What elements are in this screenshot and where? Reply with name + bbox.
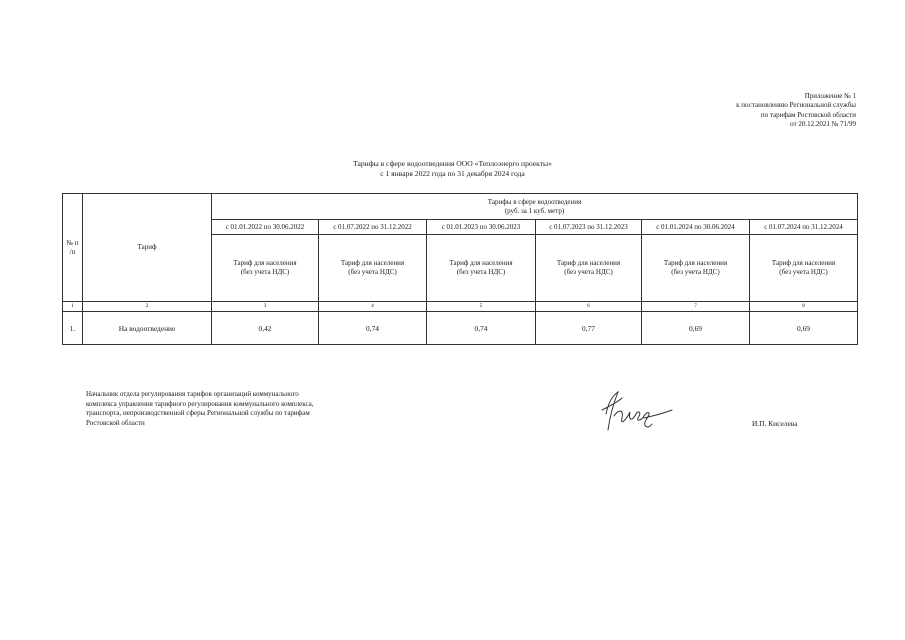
tariff-desc-line: Тариф для населения	[449, 259, 513, 267]
group-header	[212, 194, 858, 220]
position-line: Ростовской области	[86, 418, 145, 427]
tariff-desc-cell	[642, 235, 750, 302]
tariff-desc-line: Тариф для населения	[556, 259, 621, 267]
document-title	[0, 159, 905, 179]
tariff-desc-cell	[427, 235, 536, 302]
group-header-line-2: (руб. за 1 куб. метр)	[504, 206, 565, 215]
period-header: с 01.01.2022 по 30.06.2022	[212, 220, 319, 235]
tariff-table	[62, 193, 858, 345]
tariff-desc-cell	[536, 235, 642, 302]
tariff-value: 0,77	[536, 312, 642, 345]
tariff-desc-note: (без учета НДС)	[564, 268, 613, 276]
tariff-desc-line: Тариф для населения	[663, 259, 728, 267]
column-number-row	[63, 302, 858, 312]
appendix-note	[636, 92, 856, 130]
signer-name: И.П. Киселева	[752, 419, 798, 428]
appendix-line: Приложение № 1	[804, 92, 856, 100]
row-name: На водоотведение	[83, 312, 212, 345]
col-tariff-label: Тариф	[137, 243, 157, 251]
period-header: с 01.07.2022 по 31.12.2022	[319, 220, 427, 235]
tariff-value: 0,42	[212, 312, 319, 345]
tariff-desc-note: (без учета НДС)	[671, 268, 720, 276]
col-tariff-header	[83, 194, 212, 302]
title-line-2: с 1 января 2022 года по 31 декабря 2024 года	[380, 169, 525, 178]
tariff-desc-note: (без учета НДС)	[456, 268, 506, 276]
period-header: с 01.01.2024 по 30.06.2024	[642, 220, 750, 235]
group-header-line-1: Тарифы в сфере водоотведения	[487, 197, 582, 206]
period-header: с 01.01.2023 по 30.06.2023	[427, 220, 536, 235]
column-number: 3	[212, 302, 319, 312]
position-line: комплекса управления тарифного регулирования коммунального комплекса,	[86, 399, 314, 408]
tariff-value: 0,69	[642, 312, 750, 345]
table-header-row	[63, 194, 858, 220]
tariff-desc-cell	[212, 235, 319, 302]
tariff-desc-note: (без учета НДС)	[348, 268, 397, 276]
signer-position	[86, 390, 386, 428]
period-header: с 01.07.2024 по 31.12.2024	[750, 220, 858, 235]
column-number: 8	[750, 302, 858, 312]
tariff-desc-cell	[319, 235, 427, 302]
col-num-label: № п /п	[66, 238, 79, 256]
col-num-header	[63, 194, 83, 302]
tariff-desc-line: Тариф для населения	[771, 259, 836, 267]
row-num: 1.	[63, 312, 83, 345]
title-line-1: Тарифы в сфере водоотведения ООО «Теплоэнерго проекты»	[353, 159, 552, 168]
appendix-line: по тарифам Ростовской области	[760, 110, 856, 119]
tariff-value: 0,74	[319, 312, 427, 345]
tariff-desc-note: (без учета НДС)	[240, 268, 290, 276]
column-number: 2	[83, 302, 212, 312]
column-number: 7	[642, 302, 750, 312]
tariff-desc-line: Тариф для населения	[340, 259, 405, 267]
tariff-value: 0,74	[427, 312, 536, 345]
column-number: 6	[536, 302, 642, 312]
appendix-line: к постановлению Региональной службы	[736, 101, 856, 110]
column-number: 4	[319, 302, 427, 312]
position-line: Начальник отдела регулирования тарифов организаций коммунального	[86, 390, 299, 398]
column-number: 1	[63, 302, 83, 312]
table-row	[63, 312, 858, 345]
tariff-value: 0,69	[750, 312, 858, 345]
tariff-desc-line: Тариф для населения	[233, 259, 297, 267]
period-header: с 01.07.2023 по 31.12.2023	[536, 220, 642, 235]
tariff-desc-note: (без учета НДС)	[779, 268, 828, 276]
column-number: 5	[427, 302, 536, 312]
position-line: транспорта, непроизводственной сферы Региональной службы по тарифам	[86, 409, 310, 417]
tariff-desc-cell	[750, 235, 858, 302]
appendix-line: от 20.12.2021 № 71/99	[790, 120, 856, 129]
signature-icon	[596, 386, 676, 436]
